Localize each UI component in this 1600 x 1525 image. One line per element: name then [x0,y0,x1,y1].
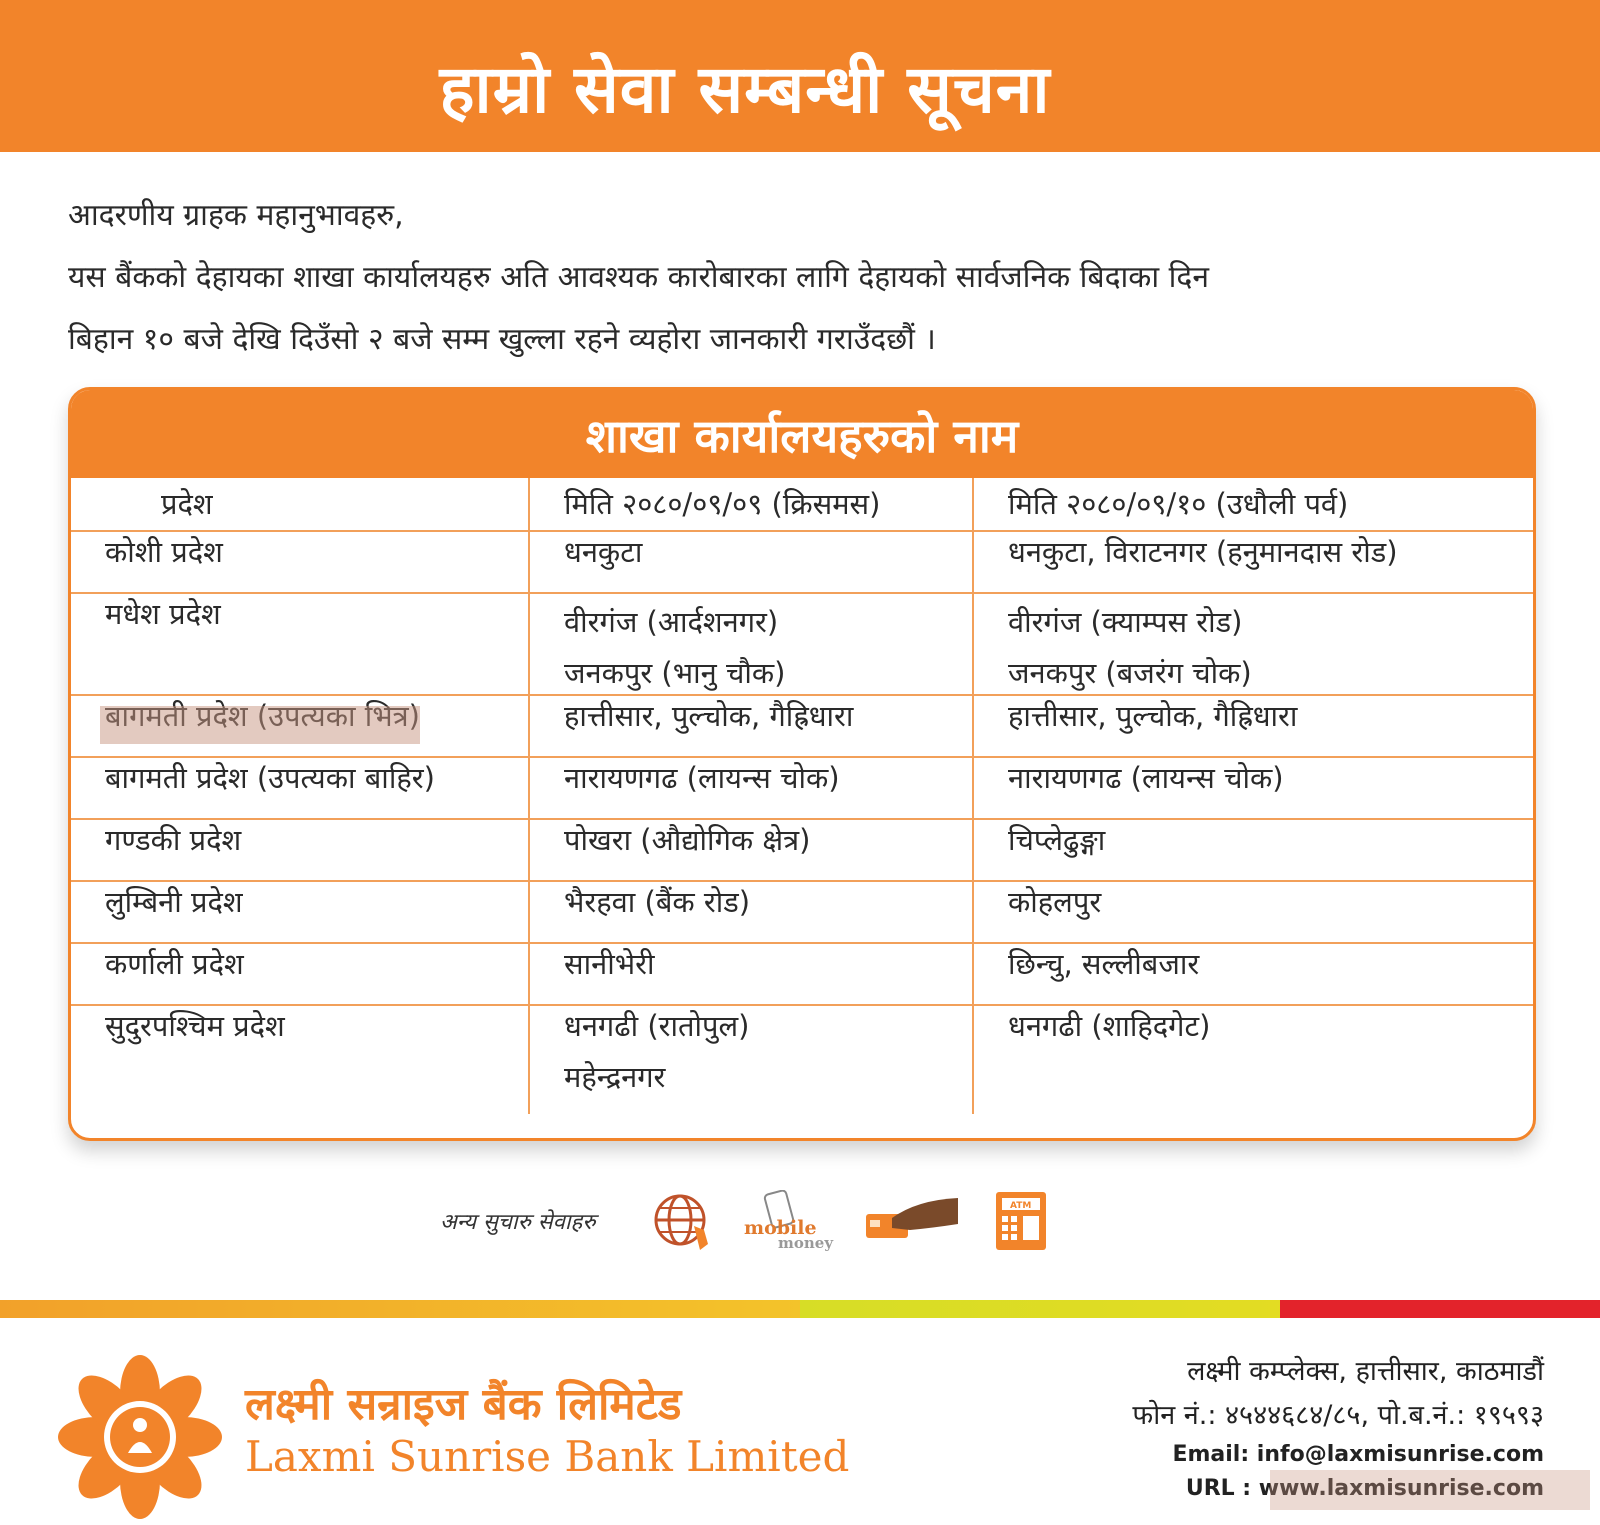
address: लक्ष्मी कम्प्लेक्स, हात्तीसार, काठमाडौं [1187,1356,1544,1387]
bank-name-english: Laxmi Sunrise Bank Limited [245,1432,850,1481]
branch-name: वीरगंज (आर्दशनगर) [564,605,779,639]
watermark [100,706,420,744]
branch-name: वीरगंज (क्याम्पस रोड) [1008,605,1243,639]
day2-cell [973,1005,1533,1114]
day2-cell [973,695,1533,757]
branch-name: चिप्लेढुङ्गा [1008,823,1106,857]
table-title: शाखा कार्यालयहरुको नाम [71,390,1533,478]
branch-name: हात्तीसार, पुल्चोक, गैह्रिधारा [564,699,854,733]
branch-name: धनकुटा [564,535,643,569]
branch-name: जनकपुर (भानु चौक) [564,656,786,690]
footer-stripe-lime [800,1300,1280,1318]
page-title: हाम्रो सेवा सम्बन्धी सूचना [439,51,1051,128]
branch-name: हात्तीसार, पुल्चोक, गैह्रिधारा [1008,699,1298,733]
branch-name: भैरहवा (बैंक रोड) [564,885,751,919]
card-icon [862,1190,964,1250]
table-row [71,1005,1533,1114]
branch-name: महेन्द्रनगर [564,1060,666,1094]
table-row [71,593,1533,695]
website-link[interactable]: URL : www.laxmisunrise.com [1185,1476,1544,1501]
province-cell: सुदुरपश्चिम प्रदेश [71,1005,529,1114]
branch-name: नारायणगढ (लायन्स चोक) [564,761,840,795]
province-cell: गण्डकी प्रदेश [71,819,529,881]
branch-name: छिन्चु, सल्लीबजार [1008,947,1200,981]
mobile-money-icon [742,1190,842,1256]
branch-name: नारायणगढ (लायन्स चोक) [1008,761,1284,795]
day1-cell [529,531,973,593]
table-header-row [71,478,1533,531]
header-day1: मिति २०८०/०९/०९ (क्रिसमस) [529,478,973,531]
table-row [71,531,1533,593]
day2-cell [973,531,1533,593]
table-row [71,819,1533,881]
mobile-money-text: mobile [744,1217,817,1239]
intro-line-1: यस बैंकको देहायका शाखा कार्यालयहरु अति आवश्यक कारोबारका लागि देहायको सार्वजनिक बिदाका दिन [68,260,1209,295]
day2-cell [973,593,1533,695]
province-cell: बागमती प्रदेश (उपत्यका बाहिर) [71,757,529,819]
services-label: अन्य सुचारु सेवाहरु [440,1210,596,1235]
day2-cell [973,757,1533,819]
branch-table-card [68,387,1536,1141]
day1-cell [529,943,973,1005]
day2-cell [973,819,1533,881]
table-row [71,757,1533,819]
province-cell: कर्णाली प्रदेश [71,943,529,1005]
day1-cell [529,1005,973,1114]
phone: फोन नं.: ४५४४६८४/८५, पो.ब.नं.: १९५९३ [1132,1400,1544,1431]
header-day2: मिति २०८०/०९/१० (उधौली पर्व) [973,478,1533,531]
atm-icon [994,1190,1048,1252]
province-cell: कोशी प्रदेश [71,531,529,593]
branch-name: धनकुटा, विराटनगर (हनुमानदास रोड) [1008,535,1398,569]
atm-text: ATM [1010,1201,1032,1211]
province-cell: लुम्बिनी प्रदेश [71,881,529,943]
branch-name: कोहलपुर [1008,885,1102,919]
bank-logo-icon [58,1355,223,1520]
day2-cell [973,943,1533,1005]
day2-cell [973,881,1533,943]
header-band [0,0,1600,152]
salutation: आदरणीय ग्राहक महानुभावहरु, [68,198,404,233]
table-row [71,943,1533,1005]
branch-name: सानीभेरी [564,947,655,981]
bank-name-nepali: लक्ष्मी सन्राइज बैंक लिमिटेड [245,1379,682,1430]
province-cell: मधेश प्रदेश [71,593,529,695]
branch-name: जनकपुर (बजरंग चोक) [1008,656,1252,690]
day1-cell [529,819,973,881]
footer-stripe-yellow [0,1300,800,1318]
day1-cell [529,757,973,819]
branch-table [71,478,1533,1114]
header-province: प्रदेश [71,478,529,531]
watermark [1270,1470,1590,1510]
day1-cell [529,593,973,695]
day1-cell [529,881,973,943]
intro-line-2: बिहान १० बजे देखि दिउँसो २ बजे सम्म खुल्ला रहने व्यहोरा जानकारी गराउँदछौं । [68,322,936,357]
branch-name: पोखरा (औद्योगिक क्षेत्र) [564,823,811,857]
other-services [0,1190,1600,1260]
mobile-money-subtext: money [778,1234,834,1252]
footer-stripe-red [1280,1300,1600,1318]
email-link[interactable]: Email: info@laxmisunrise.com [1172,1442,1544,1467]
table-row [71,881,1533,943]
branch-name: धनगढी (शाहिदगेट) [1008,1009,1211,1043]
branch-name: धनगढी (रातोपुल) [564,1009,750,1043]
intro-text [68,185,1548,371]
internet-banking-icon [652,1190,714,1252]
day1-cell [529,695,973,757]
